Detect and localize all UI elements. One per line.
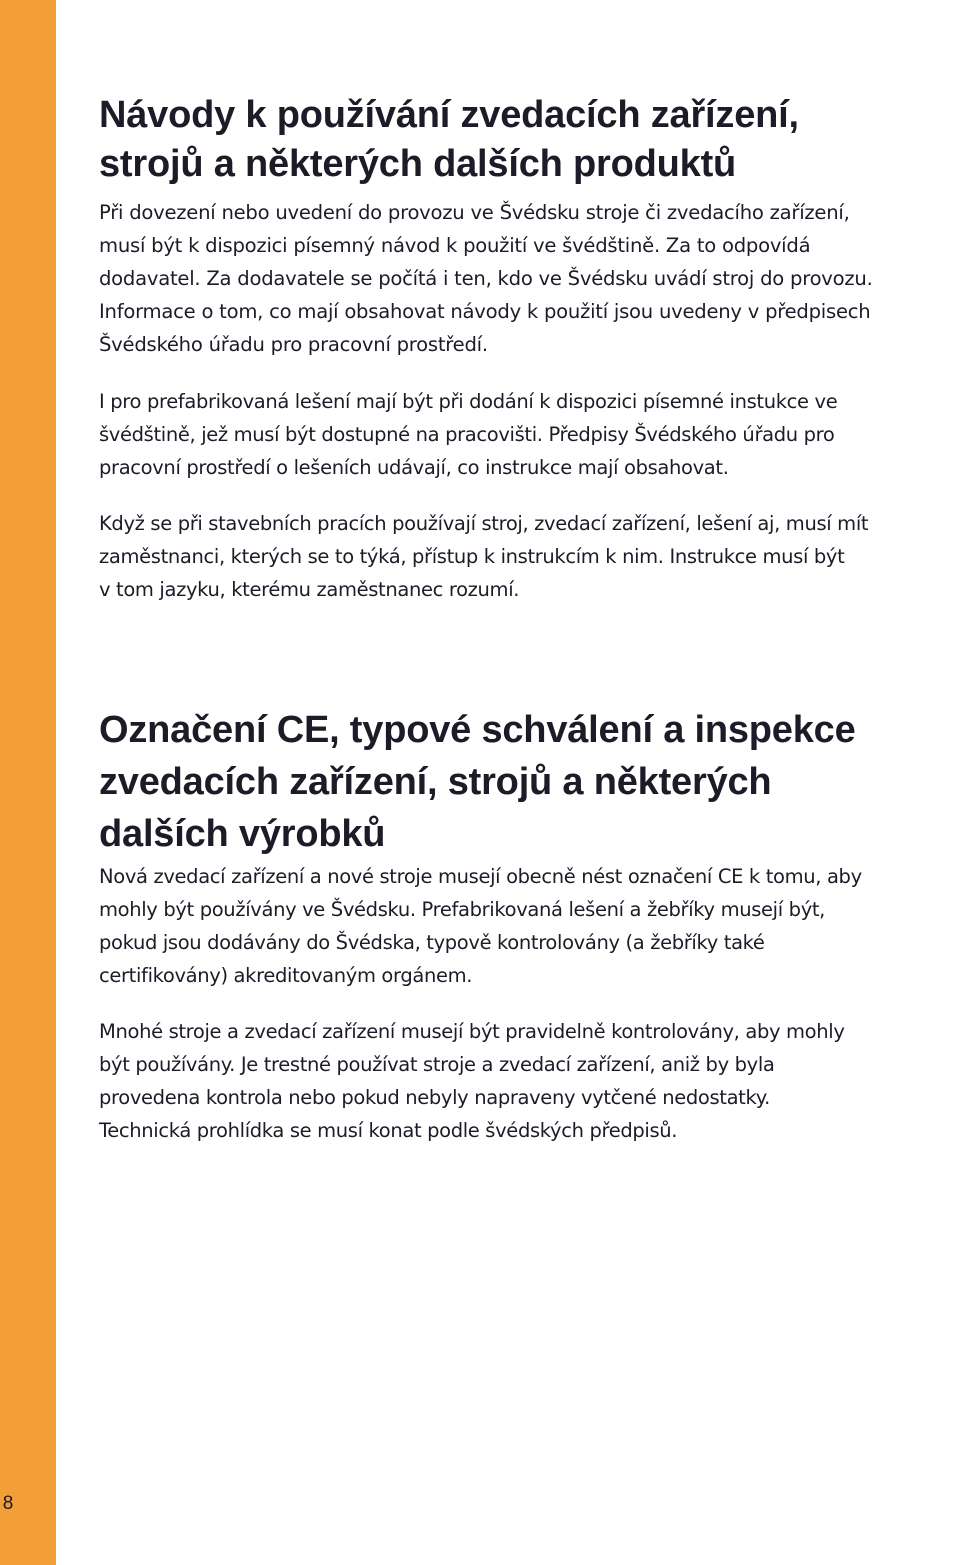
- section-1-paragraph-3: Když se při stavebních pracích používají stroj, zvedací zařízení, lešení aj, musí mít zaměstnanci, kterých se to týká, přístup k instrukcím k nim. Instrukce musí být v tom jazyku, kterému zaměstnanec rozumí.: [99, 512, 869, 601]
- section-1-heading: Návody k používání zvedacích zařízení, strojů a některých dalších produktů: [99, 94, 799, 185]
- side-color-band: [0, 0, 56, 1565]
- page-number: 8: [2, 1493, 14, 1514]
- section-2-paragraph-2: Mnohé stroje a zvedací zařízení musejí být pravidelně kontrolovány, aby mohly být používány. Je trestné používat stroje a zvedací zařízení, aniž by byla provedena kontrola nebo pokud nebyly napraveny vytčené nedostatky. Technická prohlídka se musí konat podle švédských předpisů.: [99, 1020, 845, 1142]
- section-2-paragraph-1: Nová zvedací zařízení a nové stroje musejí obecně nést označení CE k tomu, aby mohly být používány ve Švédsku. Prefabrikovaná lešení a žebříky musejí být, pokud jsou dodávány do Švédska, typově kontrolovány (a žebříky také certifikovány) akreditovaným orgánem.: [99, 865, 862, 987]
- section-2-heading: Označení CE, typové schválení a inspekce zvedacích zařízení, strojů a některých dalších výrobků: [99, 709, 856, 855]
- section-1-paragraph-1: Při dovezení nebo uvedení do provozu ve Švédsku stroje či zvedacího zařízení, musí být k dispozici písemný návod k použití ve švédštině. Za to odpovídá dodavatel. Za dodavatele se počítá i ten, kdo ve Švédsku uvádí stroj do provozu. Informace o tom, co mají obsahovat návody k použití jsou uvedeny v předpisech Švédského úřadu pro pracovní prostředí.: [99, 201, 873, 356]
- section-1-paragraph-2: I pro prefabrikovaná lešení mají být při dodání k dispozici písemné instukce ve švédštině, jež musí být dostupné na pracovišti. Předpisy Švédského úřadu pro pracovní prostředí o lešeních udávají, co instrukce mají obsahovat.: [99, 390, 838, 479]
